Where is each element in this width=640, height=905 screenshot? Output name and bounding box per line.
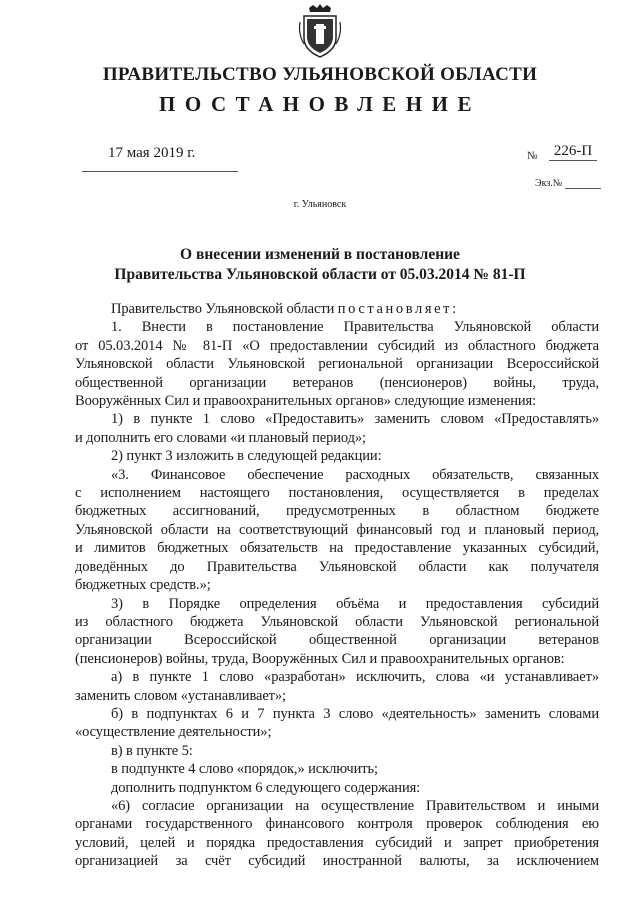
body-line: доведённых до Правительства Ульяновской области как получателя: [75, 558, 599, 575]
body-line: заменить словом «устанавливает»;: [75, 687, 286, 704]
body-line: 3) в Порядке определения объёма и предоставления субсидий: [111, 595, 599, 612]
body-line: Ульяновской области Ульяновской региональной организации Всероссийской: [75, 356, 599, 373]
subject-line: Правительства Ульяновской области от 05.03.2014 № 81-П: [114, 266, 526, 283]
body-line: и дополнить его словами «и плановый период»;: [75, 429, 366, 446]
document-number: 226-П: [549, 143, 597, 161]
body-line: 1. Внести в постановление Правительства Ульяновской области: [111, 319, 599, 336]
body-line: б) в подпунктах 6 и 7 пункта 3 слово «деятельность» заменить словами: [111, 705, 599, 722]
body-line: [75, 300, 599, 318]
document-subject: [0, 245, 640, 285]
government-title: ПРАВИТЕЛЬСТВО УЛЬЯНОВСКОЙ ОБЛАСТИ: [102, 64, 538, 85]
document-type: ПОСТАНОВЛЕНИЕ: [159, 92, 481, 116]
body-line: бюджетных ассигнований, предусмотренных в областном бюджете: [75, 503, 599, 520]
body-line: «осуществление деятельности»;: [75, 724, 272, 741]
body-line: Вооружённых Сил и правоохранительных органов» следующие изменения:: [75, 393, 537, 410]
body-line: и лимитов бюджетных обязательств на предоставление указанных субсидий,: [75, 540, 599, 557]
body-line: (пенсионеров) войны, труда, Вооружённых Сил и правоохранительных органов:: [75, 650, 565, 667]
city: г. Ульяновск: [293, 199, 347, 210]
copy-number-label: Экз.№: [535, 178, 563, 189]
coat-of-arms-icon: [297, 4, 343, 58]
date-underline: [82, 171, 238, 172]
body-line: условий, целей и порядка предоставления субсидий и запрет приобретения: [75, 834, 599, 851]
body-line: «6) согласие организации на осуществление Правительством и иными: [111, 797, 599, 814]
body-line: организацией за счёт субсидий иностранной валюты, за исключением: [75, 853, 599, 870]
body-text: Правительство Ульяновской области: [111, 301, 335, 317]
body-line: организации Всероссийской общественной организации ветеранов: [75, 632, 599, 649]
body-line: в подпункте 4 слово «порядок,» исключить;: [111, 761, 378, 778]
body-line: 2) пункт 3 изложить в следующей редакции:: [111, 448, 382, 465]
body-line: бюджетных средств.»;: [75, 577, 211, 594]
body-line: органами государственного финансового контроля проверок соблюдения ею: [75, 816, 599, 833]
body-line: «3. Финансовое обеспечение расходных обязательств, связанных: [111, 466, 599, 483]
body-line: дополнить подпунктом 6 следующего содержания:: [111, 779, 421, 796]
body-text-spaced: постановляет:: [337, 301, 459, 317]
subject-line: О внесении изменений в постановление: [180, 246, 460, 263]
body-line: а) в пункте 1 слово «разработан» исключить, слова «и устанавливает»: [111, 669, 599, 686]
body-line: из областного бюджета Ульяновской области Ульяновской региональной: [75, 613, 599, 630]
number-sign: №: [527, 150, 538, 162]
body-line: общественной организации ветеранов (пенсионеров) войны, труда,: [75, 374, 599, 391]
body-line: Ульяновской области на соответствующий финансовый год и плановый период,: [75, 521, 599, 538]
document-body: [75, 300, 599, 871]
body-line: от 05.03.2014 № 81-П «О предоставлении субсидий из областного бюджета: [75, 337, 599, 354]
document-date: 17 мая 2019 г.: [108, 145, 196, 161]
copy-number-underline: [565, 188, 601, 189]
body-line: с исполнением настоящего постановления, осуществляется в пределах: [75, 485, 599, 502]
body-line: в) в пункте 5:: [111, 742, 193, 759]
body-line: 1) в пункте 1 слово «Предоставить» заменить словом «Предоставлять»: [111, 411, 599, 428]
